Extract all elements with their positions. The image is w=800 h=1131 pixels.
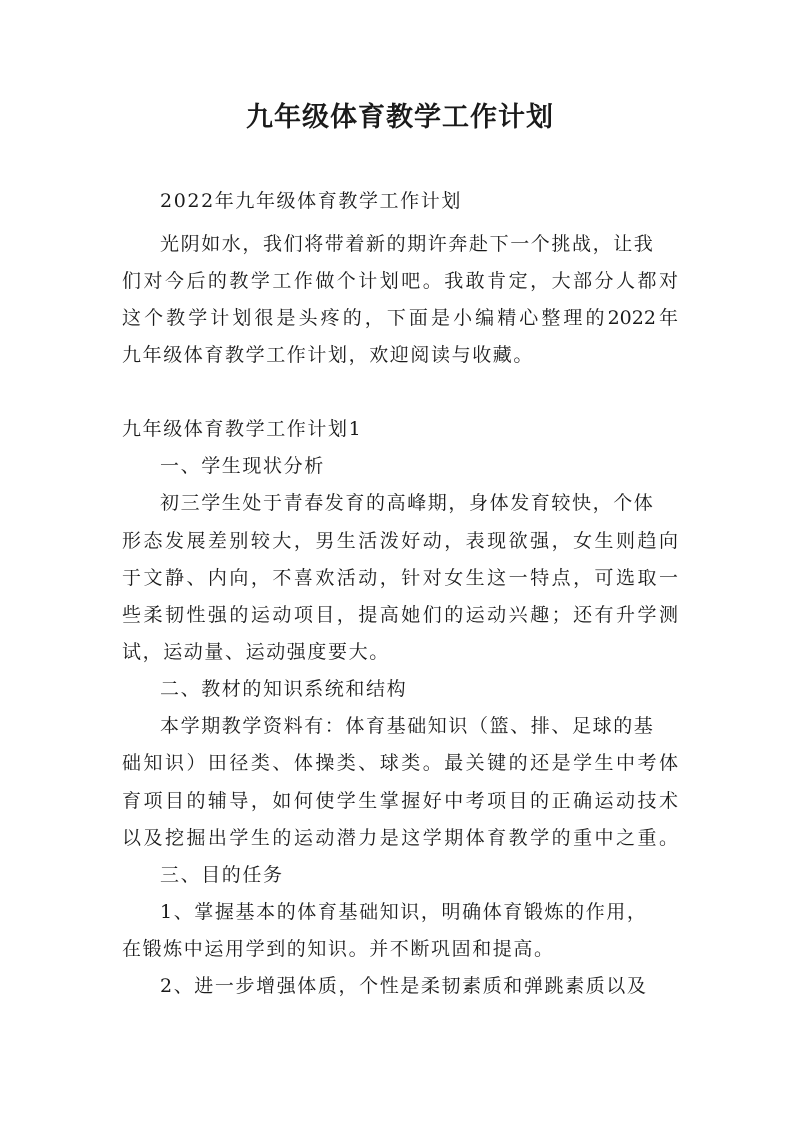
section2-line-3: 育项目的辅导，如何使学生掌握好中考项目的正确运动技术 [122, 790, 678, 812]
section2-line-1: 本学期教学资料有：体育基础知识（篮、排、足球的基 [160, 715, 655, 737]
document-title: 九年级体育教学工作计划 [246, 102, 554, 133]
section1-line-3: 于文静、内向，不喜欢活动，针对女生这一特点，可选取一 [122, 567, 678, 589]
section-heading-3: 三、目的任务 [160, 864, 284, 886]
intro-line-2: 们对今后的教学工作做个计划吧。我敢肯定，大部分人都对 [122, 270, 678, 292]
section-heading-2: 二、教材的知识系统和结构 [160, 678, 408, 700]
section-heading-1: 一、学生现状分析 [160, 455, 325, 477]
section3-line-2: 在锻炼中运用学到的知识。并不断巩固和提高。 [122, 938, 555, 960]
section1-line-2: 形态发展差别较大，男生活泼好动，表现欲强，女生则趋向 [122, 530, 678, 552]
intro-line-1: 光阴如水，我们将带着新的期许奔赴下一个挑战，让我 [160, 233, 655, 255]
subtitle-line: 2022年九年级体育教学工作计划 [160, 190, 462, 212]
section3-line-1: 1、掌握基本的体育基础知识，明确体育锻炼的作用， [160, 901, 648, 923]
section1-line-4: 些柔韧性强的运动项目，提高她们的运动兴趣；还有升学测 [122, 604, 678, 626]
section1-line-5: 试，运动量、运动强度要大。 [122, 641, 390, 663]
plan-heading: 九年级体育教学工作计划1 [122, 418, 363, 440]
section2-line-2: 础知识）田径类、体操类、球类。最关键的还是学生中考体 [122, 752, 678, 774]
intro-line-4: 九年级体育教学工作计划，欢迎阅读与收藏。 [122, 344, 535, 366]
section2-line-4: 以及挖掘出学生的运动潜力是这学期体育教学的重中之重。 [122, 827, 678, 849]
intro-line-3: 这个教学计划很是头疼的，下面是小编精心整理的2022年 [122, 307, 678, 329]
section3-line-3: 2、进一步增强体质，个性是柔韧素质和弹跳素质以及 [160, 975, 648, 997]
section1-line-1: 初三学生处于青春发育的高峰期，身体发育较快，个体 [160, 492, 655, 514]
